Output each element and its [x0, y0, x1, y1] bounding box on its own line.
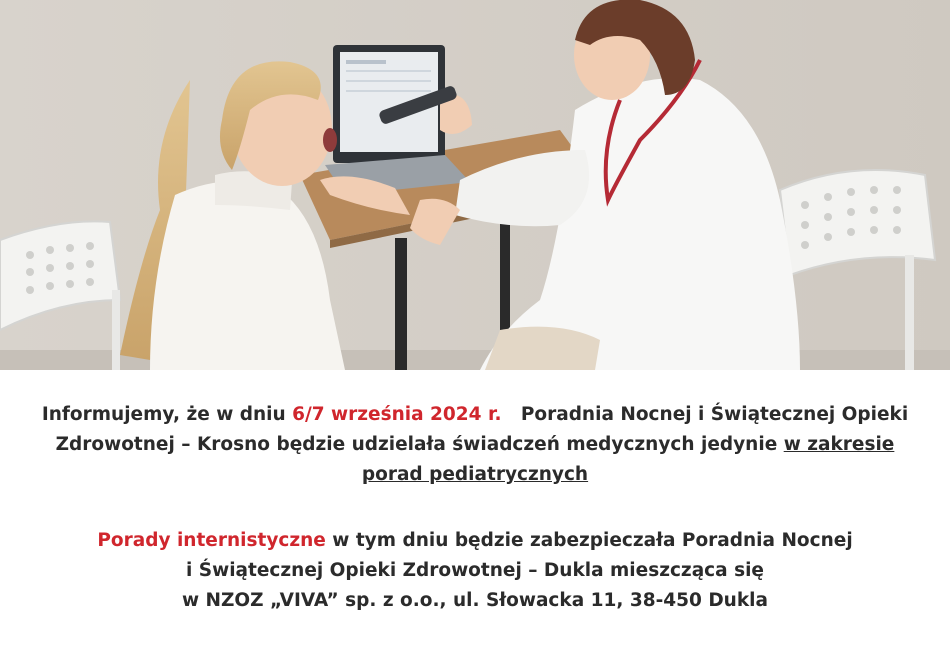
notice-date: 6/7 września 2024 r.: [292, 404, 502, 425]
notice-address: w NZOZ „VIVA” sp. z o.o., ul. Słowacka 11, 38-450 Dukla: [182, 590, 768, 611]
notice-text: [0, 370, 950, 672]
notice-line: i Świątecznej Opieki Zdrowotnej – Dukla mieszcząca się: [186, 560, 764, 581]
notice-paragraph-1: [0, 400, 950, 490]
notice-line: Zdrowotnej – Krosno będzie udzielała świadczeń medycznych jedynie w zakresie: [55, 434, 895, 455]
notice-line: Informujemy, że w dniu 6/7 września 2024 r. Poradnia Nocnej i Świątecznej Opieki: [41, 404, 909, 425]
notice-underlined-phrase: w zakresie: [783, 434, 895, 455]
notice-underlined-phrase: porad pediatrycznych: [361, 464, 589, 485]
notice-paragraph-2: [0, 526, 950, 616]
notice-highlight: Porady internistyczne: [97, 530, 326, 551]
notice-line: Porady internistyczne w tym dniu będzie zabezpieczała Poradnia Nocnej: [97, 530, 853, 551]
